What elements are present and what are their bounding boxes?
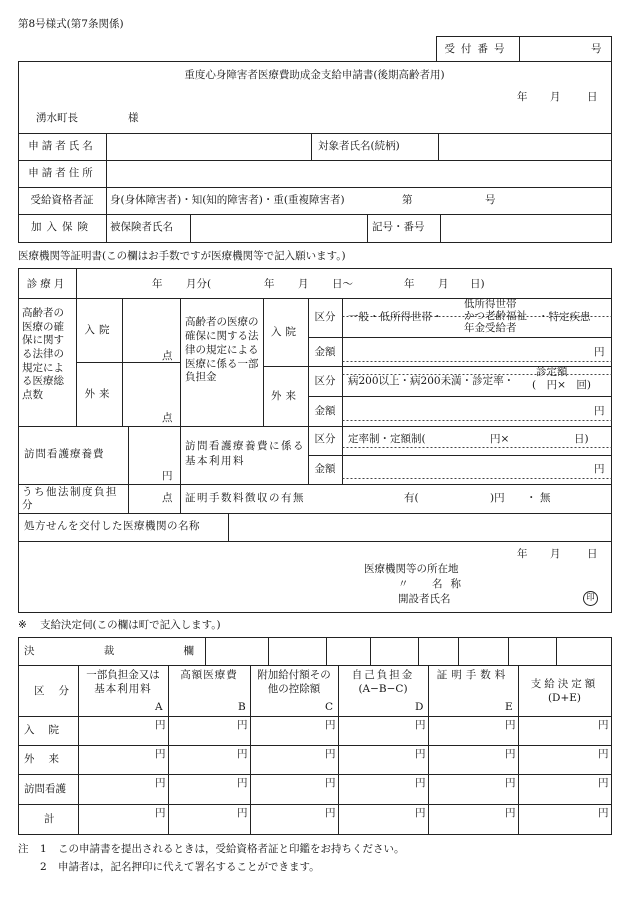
decision-yen-r2-c3: 円 bbox=[415, 777, 426, 789]
inpatient-cat-b2: かつ老齢福祉 bbox=[464, 310, 527, 322]
outpatient-amount-yen: 円 bbox=[594, 405, 605, 417]
total-inpatient-points-unit: 点 bbox=[162, 350, 173, 362]
decision-yen-r3-c5: 円 bbox=[598, 807, 609, 819]
decision-yen-r1-c2: 円 bbox=[325, 748, 336, 760]
target-name-field[interactable] bbox=[440, 134, 610, 160]
hdr-c-l1: 附加給付額その bbox=[257, 669, 331, 681]
founder-name-label: 開設者氏名 bbox=[398, 593, 451, 605]
addressee: 湧水町長 bbox=[36, 112, 78, 124]
hdr-d-l1: 自己負担金 bbox=[351, 669, 415, 681]
tm-day-to: 日) bbox=[470, 278, 485, 290]
decision-yen-r3-c3: 円 bbox=[415, 807, 426, 819]
decision-yen-r1-c0: 円 bbox=[155, 748, 166, 760]
hdr-b-l1: 高額医療費 bbox=[180, 669, 238, 681]
reception-number-label: 受付番号 bbox=[444, 43, 511, 55]
hdr-d-letter: D bbox=[415, 701, 424, 713]
hdr-a-l2: 基本利用料 bbox=[94, 683, 152, 695]
visit-amount-yen: 円 bbox=[594, 463, 605, 475]
cert-fee-c: ・ bbox=[526, 492, 537, 504]
decision-yen-r2-c1: 円 bbox=[237, 777, 248, 789]
cert-day: 日 bbox=[587, 548, 598, 560]
form-title: 重度心身障害者医療費助成金支給申請書(後期高齢者用) bbox=[184, 69, 445, 81]
cert-fee-a: 有( bbox=[404, 492, 419, 504]
cert-go: 号 bbox=[485, 194, 496, 206]
visit-amount-label: 金額 bbox=[314, 463, 336, 475]
tm-month2: 月 bbox=[298, 278, 309, 290]
notes-label: 注 bbox=[18, 843, 29, 855]
copay-label: 高齢者の医療の確保に関する法律の規定による医療に係る一部負担金 bbox=[185, 316, 259, 384]
copay-inpatient-label: 入院 bbox=[271, 326, 300, 338]
tm-month3: 月 bbox=[438, 278, 449, 290]
decision-yen-r0-c3: 円 bbox=[415, 719, 426, 731]
hdr-c-letter: C bbox=[325, 701, 334, 713]
insured-name-label: 被保険者氏名 bbox=[110, 221, 173, 233]
decision-yen-r2-c2: 円 bbox=[325, 777, 336, 789]
decision-yen-r2-c5: 円 bbox=[598, 777, 609, 789]
institution-location-label: 医療機関等の所在地 bbox=[364, 563, 459, 575]
symbol-number-field[interactable] bbox=[442, 215, 610, 242]
decision-yen-r0-c0: 円 bbox=[155, 719, 166, 731]
row-label-total: 計 bbox=[44, 813, 55, 825]
decision-yen-r3-c2: 円 bbox=[325, 807, 336, 819]
header-year: 年 bbox=[517, 91, 528, 103]
decision-yen-r3-c4: 円 bbox=[505, 807, 516, 819]
insured-name-field[interactable] bbox=[192, 215, 366, 242]
symbol-number-label: 記号・番号 bbox=[372, 221, 425, 233]
cert-label: 受給資格者証 bbox=[30, 194, 94, 206]
cert-month: 月 bbox=[550, 548, 561, 560]
total-outpatient-points-unit: 点 bbox=[162, 412, 173, 424]
approval-label: 決裁欄 bbox=[24, 645, 194, 657]
decision-yen-r1-c4: 円 bbox=[505, 748, 516, 760]
outpatient-cat-b1: 診定額 bbox=[536, 366, 568, 378]
total-points-label: 高齢者の医療の確保に関する法律の規定による医療総点数 bbox=[22, 307, 64, 401]
visit-cat-c: 日) bbox=[574, 433, 589, 445]
hdr-a-letter: A bbox=[155, 701, 163, 713]
tm-year2: 年 bbox=[264, 278, 275, 290]
seal-mark: 印 bbox=[583, 591, 598, 606]
outpatient-amount-label: 金額 bbox=[314, 405, 336, 417]
inpatient-category-label: 区分 bbox=[314, 311, 336, 323]
other-law-label: うち他法制度負担分 bbox=[22, 486, 118, 511]
reception-suffix: 号 bbox=[591, 43, 602, 55]
visit-cat-a: 定率制・定額制( bbox=[348, 433, 426, 445]
applicant-address-field[interactable] bbox=[108, 161, 610, 187]
target-name-label: 対象者氏名(続柄) bbox=[318, 140, 400, 152]
decision-yen-r1-c1: 円 bbox=[237, 748, 248, 760]
decision-yen-r0-c5: 円 bbox=[598, 719, 609, 731]
note-2-num: 2 bbox=[40, 861, 47, 873]
addressee-sama: 様 bbox=[128, 112, 139, 124]
decision-yen-r3-c0: 円 bbox=[155, 807, 166, 819]
category-label: 区分 bbox=[34, 685, 83, 697]
total-inpatient-label: 入院 bbox=[84, 324, 114, 336]
prescription-field[interactable] bbox=[230, 514, 610, 541]
cert-fee-label: 証明手数料徴収の有無 bbox=[185, 492, 305, 504]
row-label-outpatient: 外来 bbox=[24, 753, 73, 765]
cert-fee-b: )円 bbox=[490, 492, 505, 504]
inpatient-cat-c: ・特定疾患 bbox=[538, 311, 591, 323]
outpatient-cat-a: 病200以上・病200未満・診定率・ bbox=[348, 375, 515, 387]
decision-yen-r0-c1: 円 bbox=[237, 719, 248, 731]
form-number: 第8号様式(第7条関係) bbox=[18, 18, 124, 30]
insurance-label: 加入保険 bbox=[31, 221, 93, 233]
cert-year: 年 bbox=[517, 548, 528, 560]
hdr-e-letter: E bbox=[505, 701, 513, 713]
decision-title: 支給決定伺(この欄は町で記入します。) bbox=[40, 619, 221, 631]
visit-category-label: 区分 bbox=[314, 433, 336, 445]
inpatient-cat-b1: 低所得世帯 bbox=[464, 298, 517, 310]
decision-yen-r2-c0: 円 bbox=[155, 777, 166, 789]
row-label-visit: 訪問看護 bbox=[24, 783, 66, 795]
hdr-c-l2: 他の控除額 bbox=[267, 683, 321, 695]
copay-outpatient-label: 外来 bbox=[271, 390, 300, 402]
visit-nursing-yen: 円 bbox=[162, 470, 173, 482]
header-month: 月 bbox=[550, 91, 561, 103]
total-outpatient-label: 外来 bbox=[84, 388, 114, 400]
hdr-d-l2: (A−B−C) bbox=[358, 683, 408, 695]
tm-day-from: 日〜 bbox=[332, 278, 353, 290]
hdr-f-l1: 支給決定額 bbox=[530, 678, 599, 690]
decision-yen-r0-c2: 円 bbox=[325, 719, 336, 731]
decision-yen-r0-c4: 円 bbox=[505, 719, 516, 731]
other-law-points: 点 bbox=[162, 492, 173, 504]
decision-yen-r2-c4: 円 bbox=[505, 777, 516, 789]
inpatient-amount-yen: 円 bbox=[594, 346, 605, 358]
note-2-text: 申請者は，記名押印に代えて署名することができます。 bbox=[58, 861, 320, 873]
hdr-a-l1: 一部負担金又は bbox=[86, 669, 160, 681]
cert-dai: 第 bbox=[402, 194, 413, 206]
inpatient-amount-label: 金額 bbox=[314, 346, 336, 358]
hdr-b-letter: B bbox=[238, 701, 246, 713]
note-1-num: 1 bbox=[40, 843, 47, 855]
applicant-name-field[interactable] bbox=[108, 134, 310, 160]
treatment-month-label: 診療月 bbox=[26, 278, 68, 290]
decision-yen-r3-c1: 円 bbox=[237, 807, 248, 819]
applicant-name-label: 申請者氏名 bbox=[28, 140, 96, 152]
prescription-label: 処方せんを交付した医療機関の名称 bbox=[24, 520, 200, 532]
cert-fee-d: 無 bbox=[540, 492, 551, 504]
row-label-inpatient: 入院 bbox=[24, 724, 73, 736]
header-day: 日 bbox=[587, 91, 598, 103]
ditto-mark: 〃 bbox=[398, 578, 409, 590]
decision-mark: ※ bbox=[18, 619, 27, 631]
visit-nursing-label: 訪問看護療養費 bbox=[24, 448, 105, 460]
hdr-e-l1: 証明手数料 bbox=[436, 669, 510, 681]
inpatient-cat-b3: 年金受給者 bbox=[464, 322, 517, 334]
institution-name-label: 名称 bbox=[432, 578, 469, 590]
inpatient-cat-a: 一般・低所得世帯・ bbox=[348, 311, 443, 323]
tm-year3: 年 bbox=[404, 278, 415, 290]
outpatient-category-label: 区分 bbox=[314, 375, 336, 387]
tm-year: 年 bbox=[152, 278, 163, 290]
note-1-text: この申請書を提出されるときは，受給資格者証と印鑑をお持ちください。 bbox=[58, 843, 405, 855]
applicant-address-label: 申請者住所 bbox=[28, 167, 96, 179]
medical-cert-title: 医療機関等証明書(この欄はお手数ですが医療機関等で記入願います。) bbox=[18, 250, 346, 262]
outpatient-cat-b2: ( 円× 回) bbox=[532, 379, 591, 391]
hdr-f-l2: (D+E) bbox=[547, 692, 582, 704]
visit-cat-b: 円× bbox=[490, 433, 510, 445]
visit-basic-label: 訪問看護療養費に係る基本利用料 bbox=[185, 440, 305, 468]
decision-yen-r1-c3: 円 bbox=[415, 748, 426, 760]
reception-number-field[interactable] bbox=[521, 43, 609, 55]
decision-yen-r1-c5: 円 bbox=[598, 748, 609, 760]
cert-types: 身(身体障害者)・知(知的障害者)・重(重複障害者) bbox=[110, 194, 345, 206]
tm-month-from: 月分( bbox=[186, 278, 212, 290]
